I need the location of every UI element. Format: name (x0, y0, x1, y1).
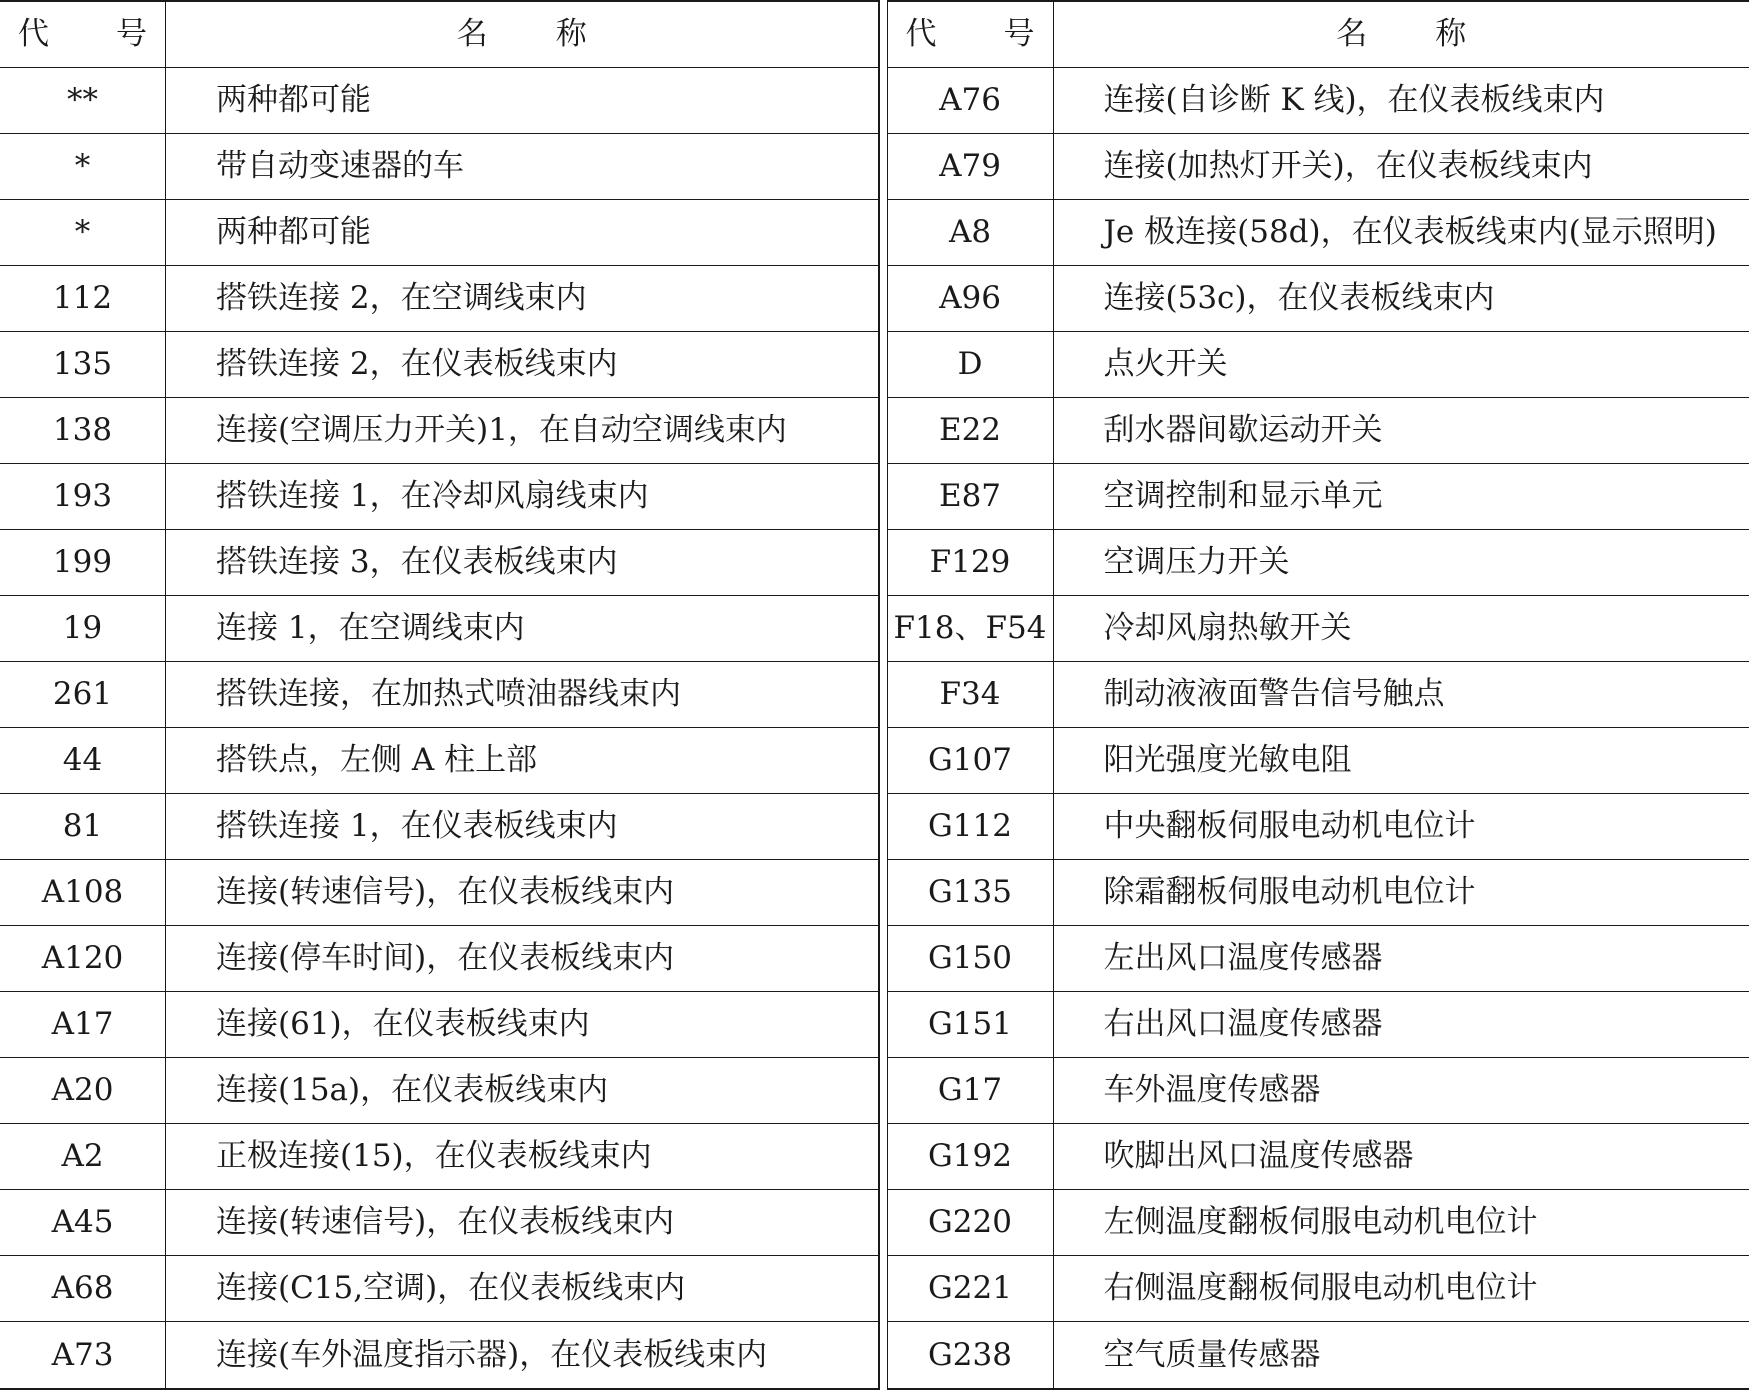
name-cell: 空气质量传感器 (1103, 1336, 1321, 1373)
table-row (0, 332, 878, 398)
code-cell: G192 (888, 1124, 1054, 1189)
table-divider (879, 0, 887, 1390)
name-cell: 除霜翻板伺服电动机电位计 (1103, 874, 1476, 910)
code-cell: G151 (888, 992, 1054, 1057)
name-cell: 吹脚出风口温度传感器 (1103, 1138, 1414, 1174)
table-row (0, 200, 878, 266)
name-cell: 左出风口温度传感器 (1103, 940, 1383, 976)
code-cell: * (0, 134, 166, 199)
code-cell: ** (0, 68, 166, 133)
code-cell: G220 (888, 1190, 1054, 1255)
table-row (0, 728, 878, 794)
name-cell: 左侧温度翻板伺服电动机电位计 (1103, 1204, 1538, 1240)
name-cell: 连接(停车时间)，在仪表板线束内 (216, 940, 675, 976)
code-cell: A68 (0, 1256, 166, 1321)
header-code-char1: 代 (905, 16, 937, 52)
code-cell: 44 (0, 728, 166, 793)
header-row-right (888, 2, 1749, 68)
table-row (888, 662, 1749, 728)
table-row (0, 530, 878, 596)
code-cell: * (0, 200, 166, 265)
table-row (888, 728, 1749, 794)
code-cell: A108 (0, 860, 166, 925)
table-row (0, 1058, 878, 1124)
name-cell: 连接 1，在空调线束内 (216, 610, 525, 646)
table-row (888, 464, 1749, 530)
name-cell: 搭铁连接 2，在仪表板线束内 (216, 346, 618, 382)
code-cell: G17 (888, 1058, 1054, 1123)
table-row (888, 398, 1749, 464)
name-cell: Je 极连接(58d)，在仪表板线束内(显示照明) (1103, 214, 1717, 250)
table-row (0, 1322, 878, 1388)
name-cell: 连接(车外温度指示器)，在仪表板线束内 (216, 1336, 768, 1373)
code-cell: A8 (888, 200, 1054, 265)
code-cell: A76 (888, 68, 1054, 133)
code-cell: D (888, 332, 1054, 397)
code-cell: A96 (888, 266, 1054, 331)
code-cell: F129 (888, 530, 1054, 595)
table-row (888, 794, 1749, 860)
name-cell: 点火开关 (1103, 346, 1228, 382)
code-cell: G221 (888, 1256, 1054, 1321)
code-cell: A79 (888, 134, 1054, 199)
name-cell: 搭铁连接 1，在仪表板线束内 (216, 808, 618, 844)
name-cell: 右出风口温度传感器 (1103, 1006, 1383, 1042)
table-row (0, 662, 878, 728)
right-half-table (887, 0, 1749, 1390)
table-row (0, 596, 878, 662)
code-cell: 199 (0, 530, 166, 595)
name-cell: 连接(61)，在仪表板线束内 (216, 1006, 590, 1042)
header-code-char2: 号 (1003, 16, 1035, 52)
code-cell: 81 (0, 794, 166, 859)
code-cell: 135 (0, 332, 166, 397)
code-cell: F34 (888, 662, 1054, 727)
name-cell: 连接(C15,空调)，在仪表板线束内 (216, 1270, 686, 1306)
table-row (0, 1124, 878, 1190)
table-row (0, 266, 878, 332)
table-row (888, 1322, 1749, 1388)
table-row (0, 860, 878, 926)
table-row (888, 596, 1749, 662)
name-cell: 搭铁连接 3，在仪表板线束内 (216, 544, 618, 580)
table-row (888, 992, 1749, 1058)
table-row (0, 1190, 878, 1256)
code-cell: A17 (0, 992, 166, 1057)
table-row (0, 794, 878, 860)
code-cell: A73 (0, 1322, 166, 1388)
name-cell: 搭铁连接 2，在空调线束内 (216, 280, 587, 316)
code-cell: E87 (888, 464, 1054, 529)
name-cell: 两种都可能 (216, 214, 371, 250)
name-cell: 制动液液面警告信号触点 (1103, 676, 1445, 712)
code-cell: G107 (888, 728, 1054, 793)
name-cell: 两种都可能 (216, 82, 371, 118)
code-cell: G150 (888, 926, 1054, 991)
table-row (0, 1256, 878, 1322)
code-cell: A20 (0, 1058, 166, 1123)
name-cell: 连接(转速信号)，在仪表板线束内 (216, 1204, 675, 1240)
code-cell: G135 (888, 860, 1054, 925)
code-cell: 19 (0, 596, 166, 661)
name-cell: 带自动变速器的车 (216, 148, 464, 184)
name-cell: 右侧温度翻板伺服电动机电位计 (1103, 1270, 1538, 1306)
table-row (888, 860, 1749, 926)
table-row (888, 1058, 1749, 1124)
table-row (888, 266, 1749, 332)
name-cell: 中央翻板伺服电动机电位计 (1103, 808, 1476, 844)
name-cell: 阳光强度光敏电阻 (1103, 742, 1352, 778)
header-code-char2: 号 (116, 16, 147, 52)
code-cell: 112 (0, 266, 166, 331)
name-cell: 空调控制和显示单元 (1103, 478, 1383, 514)
code-cell: G112 (888, 794, 1054, 859)
header-code-right (888, 2, 1054, 67)
table-row (0, 68, 878, 134)
header-name-text: 名称 (456, 16, 655, 52)
table-row (0, 992, 878, 1058)
table-row (888, 926, 1749, 992)
code-cell: A2 (0, 1124, 166, 1189)
name-cell: 连接(加热灯开关)，在仪表板线束内 (1103, 148, 1593, 184)
code-cell: A120 (0, 926, 166, 991)
name-cell: 刮水器间歇运动开关 (1103, 412, 1383, 448)
name-cell: 连接(53c)，在仪表板线束内 (1103, 280, 1495, 316)
code-cell: 138 (0, 398, 166, 463)
table-row (888, 134, 1749, 200)
name-cell: 正极连接(15)，在仪表板线束内 (216, 1138, 652, 1174)
table-row (0, 926, 878, 992)
table-row (888, 1124, 1749, 1190)
code-cell: 193 (0, 464, 166, 529)
code-cell: G238 (888, 1322, 1054, 1388)
name-cell: 搭铁连接，在加热式喷油器线束内 (216, 676, 681, 712)
table-row (888, 1256, 1749, 1322)
name-cell: 连接(15a)，在仪表板线束内 (216, 1072, 609, 1108)
name-cell: 车外温度传感器 (1103, 1072, 1321, 1108)
table-row (0, 134, 878, 200)
name-cell: 搭铁点，左侧 A 柱上部 (216, 742, 538, 778)
header-row-left (0, 2, 878, 68)
header-name-right (1054, 2, 1749, 67)
name-cell: 搭铁连接 1，在冷却风扇线束内 (216, 478, 649, 514)
code-cell: F18、F54 (888, 596, 1054, 661)
code-cell: E22 (888, 398, 1054, 463)
table-row (888, 332, 1749, 398)
name-cell: 连接(空调压力开关)1，在自动空调线束内 (216, 412, 787, 448)
name-cell: 连接(自诊断 K 线)，在仪表板线束内 (1103, 82, 1605, 118)
name-cell: 空调压力开关 (1103, 544, 1290, 580)
table-row (888, 68, 1749, 134)
table-row (0, 464, 878, 530)
table-row (888, 200, 1749, 266)
name-cell: 冷却风扇热敏开关 (1103, 610, 1352, 646)
header-code-char1: 代 (18, 16, 49, 52)
table-row (0, 398, 878, 464)
name-cell: 连接(转速信号)，在仪表板线束内 (216, 874, 675, 910)
header-name-text: 名称 (1336, 16, 1535, 52)
header-code-left (0, 2, 166, 67)
table-row (888, 1190, 1749, 1256)
header-name-left (166, 2, 878, 67)
table-row (888, 530, 1749, 596)
code-cell: A45 (0, 1190, 166, 1255)
code-cell: 261 (0, 662, 166, 727)
